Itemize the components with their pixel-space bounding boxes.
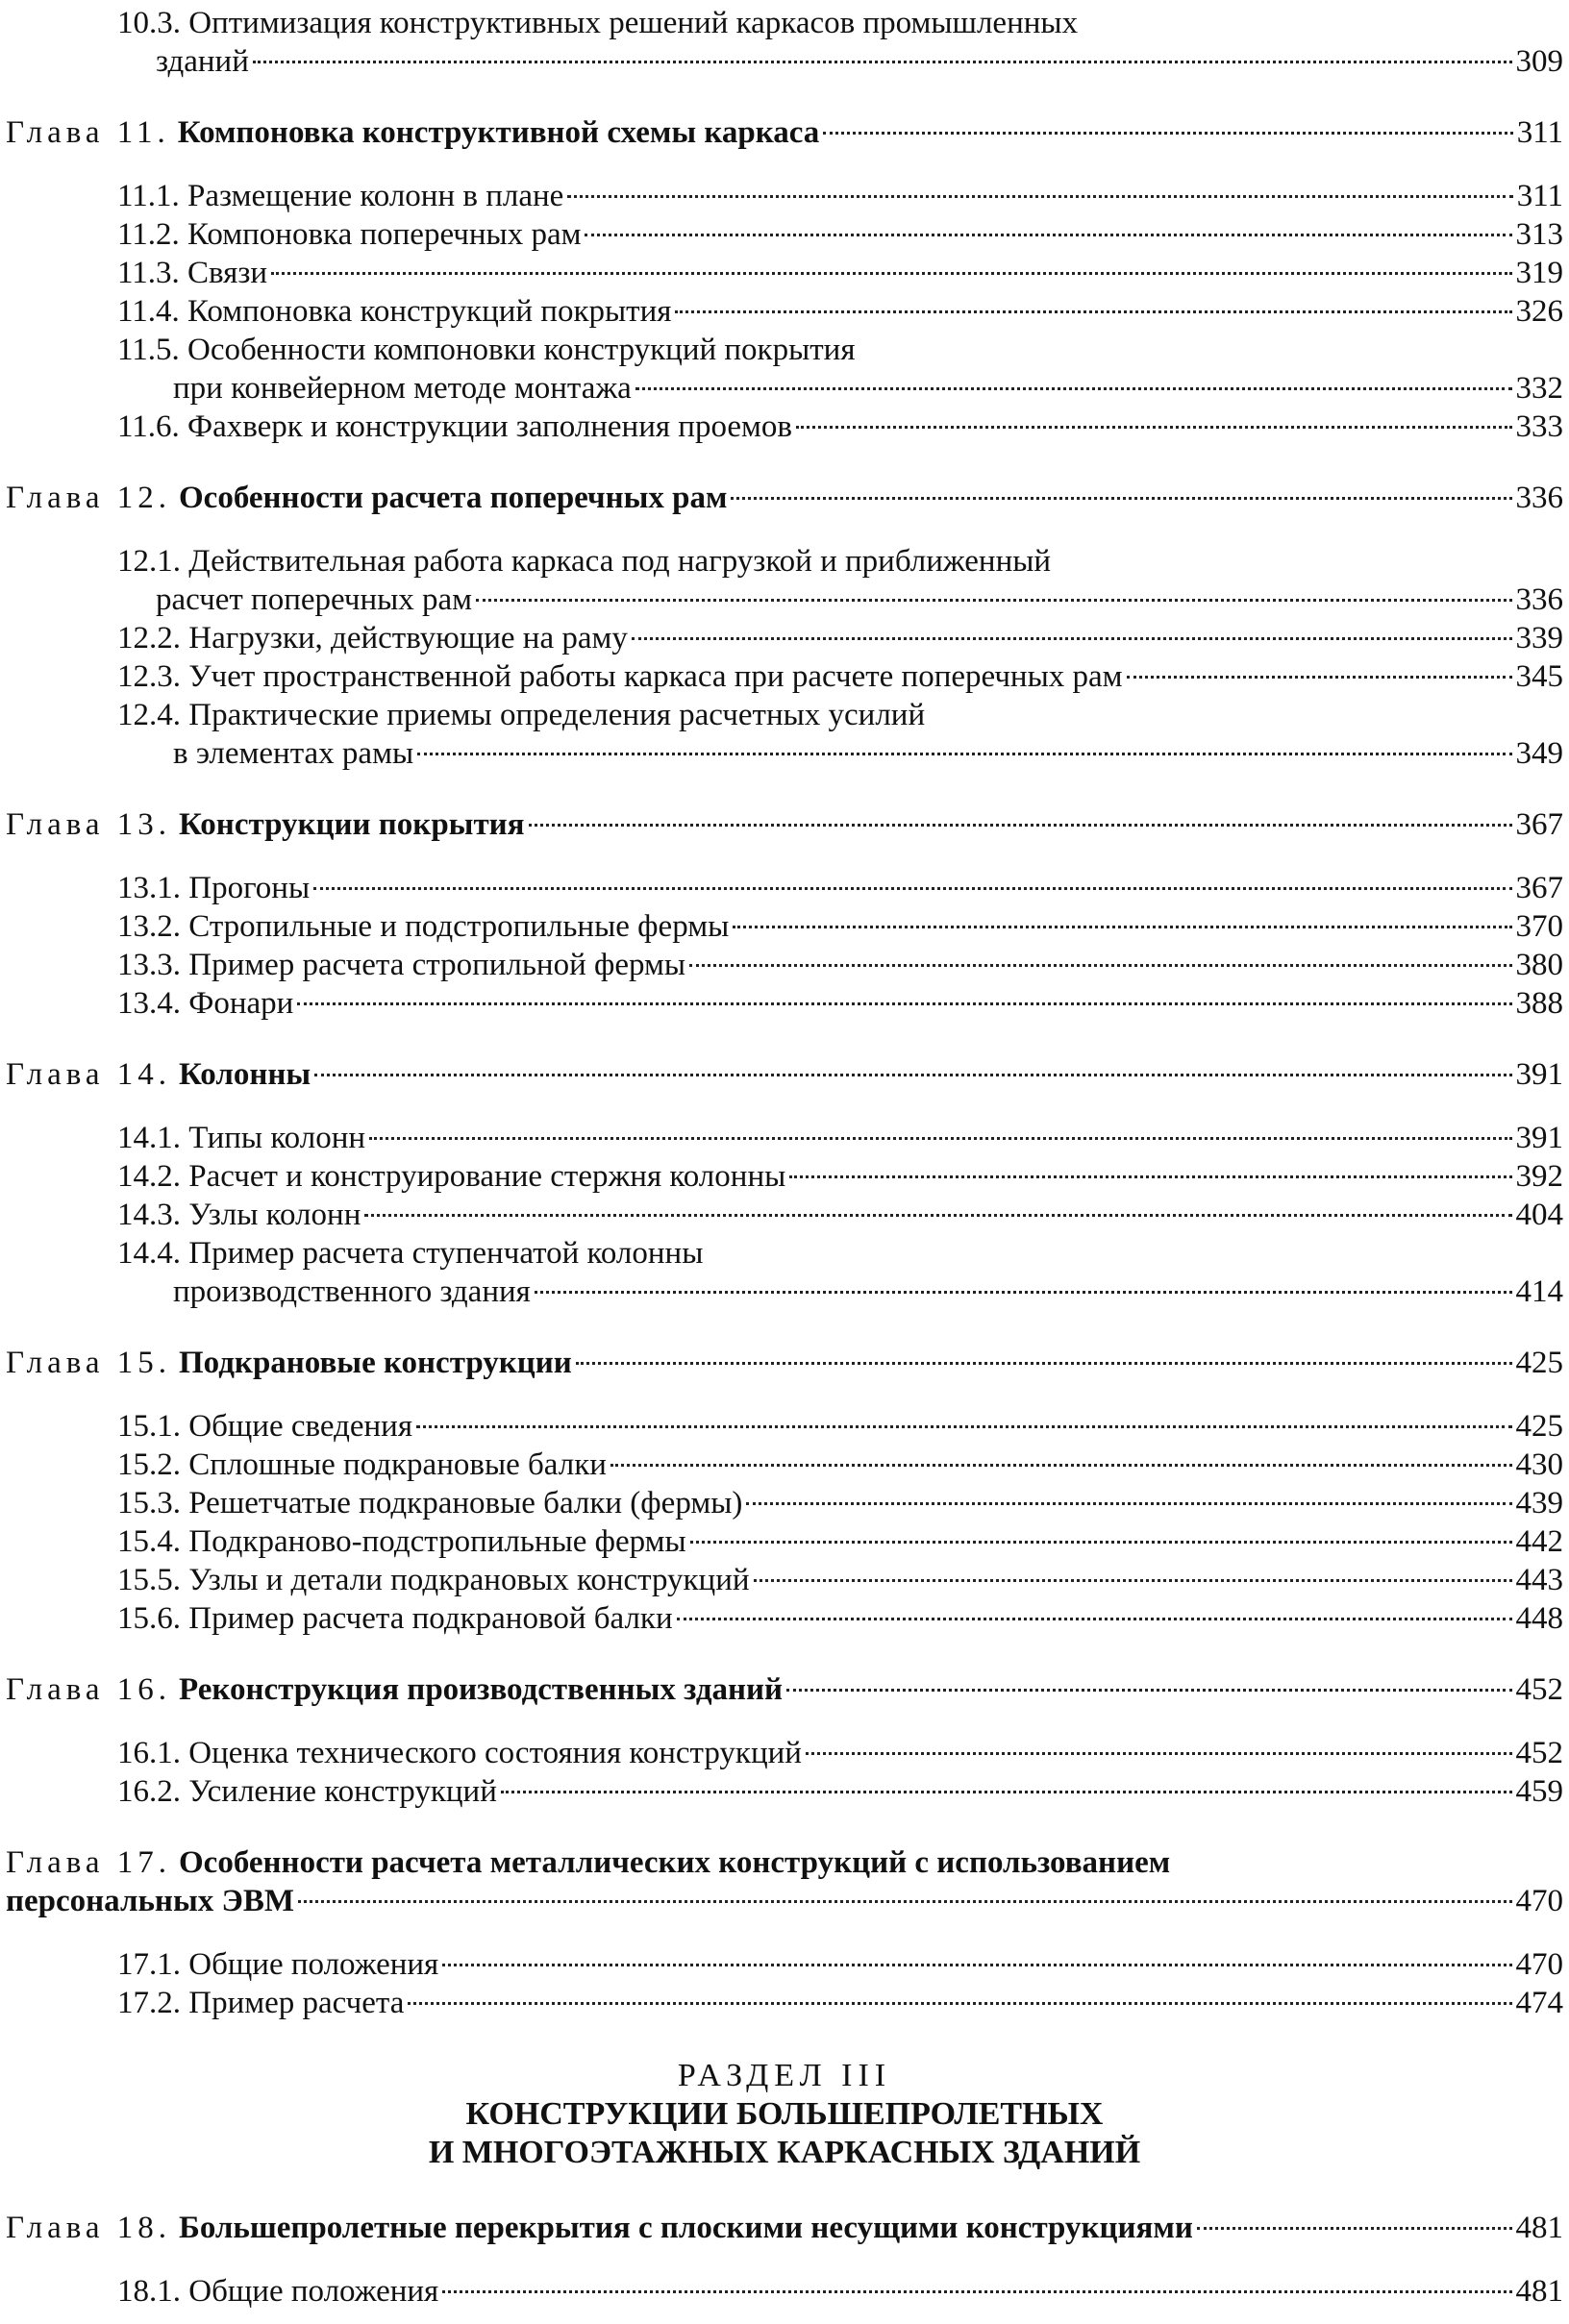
page-number: 474 (1515, 1986, 1563, 2020)
section-label: РАЗДЕЛ III (677, 2058, 892, 2093)
toc-entry-text: 15.5. Узлы и детали подкрановых конструкций (117, 1563, 750, 1597)
toc-entry-text: расчет поперечных рам (156, 582, 473, 617)
page-number: 442 (1515, 1524, 1563, 1559)
toc-entry[interactable] (173, 369, 1563, 408)
chapter-title: Конструкции покрытия (179, 807, 525, 842)
toc-entry[interactable] (117, 2272, 1563, 2311)
leader-dots (476, 599, 1511, 602)
leader-dots (610, 1464, 1512, 1467)
toc-entry-text: 17.2. Пример расчета (117, 1986, 405, 2020)
toc-entry-text: производственного здания (173, 1274, 531, 1309)
leader-dots (442, 1964, 1511, 1966)
page-number: 311 (1516, 179, 1563, 213)
chapter-entry[interactable] (6, 113, 1563, 152)
leader-dots (689, 964, 1511, 967)
leader-dots (298, 1900, 1512, 1903)
chapter-title: Особенности расчета поперечных рам (179, 481, 728, 515)
page-number: 470 (1515, 1947, 1563, 1982)
leader-dots (733, 926, 1511, 928)
leader-dots (369, 1137, 1511, 1140)
toc-entry[interactable] (117, 1407, 1563, 1446)
page-number: 367 (1515, 871, 1563, 905)
leader-dots (417, 753, 1511, 755)
leader-dots (297, 1002, 1511, 1005)
page-number: 414 (1515, 1274, 1563, 1309)
toc-entry[interactable] (117, 946, 1563, 984)
leader-dots (364, 1214, 1511, 1217)
toc-entry[interactable] (117, 1772, 1563, 1811)
leader-dots (1127, 676, 1512, 679)
toc-entry-text: 15.1. Общие сведения (117, 1409, 413, 1444)
chapter-entry[interactable] (6, 1055, 1563, 1094)
chapter-title: Колонны (179, 1057, 311, 1092)
leader-dots (535, 1291, 1512, 1294)
page-number: 448 (1515, 1601, 1563, 1636)
page-number: 311 (1516, 115, 1563, 150)
page-number: 392 (1515, 1159, 1563, 1194)
toc-entry[interactable] (117, 1484, 1563, 1522)
leader-dots (253, 61, 1512, 63)
leader-dots (313, 887, 1511, 890)
page-number: 339 (1515, 621, 1563, 655)
toc-entry-text: 11.1. Размещение колонн в плане (117, 179, 564, 213)
toc-entry[interactable] (117, 1522, 1563, 1561)
toc-entry-text: 17.1. Общие положения (117, 1947, 439, 1982)
leader-dots (416, 1425, 1511, 1428)
leader-dots (690, 1541, 1512, 1544)
chapter-title: Подкрановые конструкции (179, 1346, 572, 1380)
toc-entry[interactable] (117, 657, 1563, 696)
toc-entry[interactable] (173, 734, 1563, 773)
page-number: 430 (1515, 1447, 1563, 1482)
toc-entry[interactable] (117, 1157, 1563, 1196)
chapter-label: Глава 15. (6, 1346, 172, 1380)
toc-entry-text: в элементах рамы (173, 736, 414, 771)
toc-entry-text: 14.4. Пример расчета ступенчатой колонны (117, 1236, 704, 1271)
section-title-line1: КОНСТРУКЦИИ БОЛЬШЕПРОЛЕТНЫХ (465, 2096, 1104, 2132)
leader-dots (754, 1579, 1512, 1582)
chapter-title: Компоновка конструктивной схемы каркаса (177, 115, 820, 150)
leader-dots (314, 1074, 1511, 1076)
section-title-line2: И МНОГОЭТАЖНЫХ КАРКАСНЫХ ЗДАНИЙ (428, 2135, 1141, 2170)
leader-dots (796, 426, 1512, 429)
leader-dots (746, 1502, 1511, 1505)
toc-entry[interactable] (117, 1196, 1563, 1234)
chapter-title: персональных ЭВМ (6, 1884, 294, 1918)
toc-entry[interactable] (117, 1734, 1563, 1772)
chapter-title: Большепролетные перекрытия с плоскими несущими конструкциями (179, 2211, 1193, 2245)
toc-entry-text: при конвейерном методе монтажа (173, 371, 632, 406)
page-number: 391 (1515, 1121, 1563, 1155)
toc-entry[interactable] (117, 408, 1563, 446)
toc-entry-text: 16.1. Оценка технического состояния конструкций (117, 1736, 802, 1770)
toc-entry-text: зданий (156, 44, 249, 79)
page-number: 481 (1515, 2211, 1563, 2245)
toc-entry-text: 14.2. Расчет и конструирование стержня колонны (117, 1159, 786, 1194)
toc-entry-text: 13.3. Пример расчета стропильной фермы (117, 948, 686, 982)
toc-entry-text: 12.4. Практические приемы определения расчетных усилий (117, 698, 926, 732)
leader-dots (576, 1362, 1512, 1365)
page-number: 367 (1515, 807, 1563, 842)
chapter-label: Глава 14. (6, 1057, 172, 1092)
toc-entry[interactable] (117, 1945, 1563, 1984)
page-number: 391 (1515, 1057, 1563, 1092)
toc-entry-text: 14.3. Узлы колонн (117, 1198, 361, 1232)
toc-entry-text: 15.2. Сплошные подкрановые балки (117, 1447, 607, 1482)
chapter-entry[interactable] (6, 805, 1563, 844)
page-number: 336 (1515, 582, 1563, 617)
toc-entry[interactable] (117, 1119, 1563, 1157)
toc-entry-text: 15.3. Решетчатые подкрановые балки (фермы) (117, 1486, 743, 1520)
chapter-label: Глава 13. (6, 807, 172, 842)
page-number: 404 (1515, 1198, 1563, 1232)
page-number: 425 (1515, 1346, 1563, 1380)
chapter-entry[interactable] (6, 479, 1563, 517)
chapter-label: Глава 18. (6, 2211, 172, 2245)
toc-entry[interactable] (117, 177, 1563, 215)
toc-entry-text: 11.5. Особенности компоновки конструкций покрытия (117, 333, 856, 367)
page-number: 332 (1515, 371, 1563, 406)
toc-entry[interactable] (117, 1599, 1563, 1638)
toc-entry[interactable] (117, 869, 1563, 907)
toc-entry-text: 11.2. Компоновка поперечных рам (117, 217, 582, 252)
leader-dots (635, 387, 1512, 390)
toc-entry[interactable] (117, 1561, 1563, 1599)
toc-entry[interactable] (117, 1446, 1563, 1484)
toc-entry-text: 11.3. Связи (117, 256, 268, 290)
chapter-entry[interactable] (6, 1344, 1563, 1382)
leader-dots (271, 272, 1511, 275)
leader-dots (567, 195, 1512, 198)
chapter-title: Реконструкция производственных зданий (179, 1672, 784, 1707)
page-number: 336 (1515, 481, 1563, 515)
leader-dots (632, 637, 1512, 640)
toc-entry-text: 15.4. Подкраново-подстропильные фермы (117, 1524, 686, 1559)
page-number: 333 (1515, 409, 1563, 444)
leader-dots (1197, 2227, 1512, 2230)
page-number: 313 (1515, 217, 1563, 252)
leader-dots (675, 310, 1511, 313)
toc-entry-text: 15.6. Пример расчета подкрановой балки (117, 1601, 673, 1636)
leader-dots (789, 1175, 1511, 1178)
toc-entry[interactable] (117, 619, 1563, 657)
page-number: 345 (1515, 659, 1563, 694)
chapter-label: Глава 12. (6, 481, 172, 515)
page-number: 388 (1515, 986, 1563, 1021)
leader-dots (529, 824, 1512, 827)
page-number: 319 (1515, 256, 1563, 290)
page-number: 349 (1515, 736, 1563, 771)
toc-entry-text: 13.1. Прогоны (117, 871, 311, 905)
leader-dots (408, 2002, 1511, 2005)
chapter-entry[interactable] (6, 1882, 1563, 1920)
toc-entry[interactable] (117, 254, 1563, 292)
leader-dots (442, 2290, 1511, 2293)
page-number: 439 (1515, 1486, 1563, 1520)
toc-entry-text: 11.4. Компоновка конструкций покрытия (117, 294, 672, 329)
chapter-entry-line1 (6, 1843, 1170, 1882)
page-number: 380 (1515, 948, 1563, 982)
page-number: 370 (1515, 909, 1563, 944)
toc-entry[interactable] (156, 581, 1563, 619)
page-number: 459 (1515, 1774, 1563, 1809)
leader-dots (677, 1618, 1512, 1620)
toc-entry[interactable] (117, 907, 1563, 946)
toc-entry[interactable] (117, 292, 1563, 331)
toc-entry-text: 16.2. Усиление конструкций (117, 1774, 497, 1809)
toc-entry-text: 13.2. Стропильные и подстропильные фермы (117, 909, 730, 944)
leader-dots (806, 1752, 1512, 1755)
page-number: 326 (1515, 294, 1563, 329)
toc-entry-text: 13.4. Фонари (117, 986, 294, 1021)
page-number: 452 (1515, 1736, 1563, 1770)
toc-entry-text: 14.1. Типы колонн (117, 1121, 366, 1155)
page-number: 425 (1515, 1409, 1563, 1444)
toc-entry[interactable] (156, 42, 1563, 81)
page-number: 443 (1515, 1563, 1563, 1597)
toc-entry-text: 10.3. Оптимизация конструктивных решений каркасов промышленных (117, 6, 1079, 40)
chapter-label: Глава 16. (6, 1672, 172, 1707)
toc-entry-text: 12.1. Действительная работа каркаса под нагрузкой и приближенный (117, 544, 1052, 579)
toc-entry-text: 18.1. Общие положения (117, 2274, 439, 2309)
toc-entry-text: 11.6. Фахверк и конструкции заполнения проемов (117, 409, 792, 444)
toc-entry[interactable] (117, 984, 1563, 1023)
toc-entry[interactable] (117, 215, 1563, 254)
leader-dots (786, 1689, 1511, 1692)
chapter-entry[interactable] (6, 2209, 1563, 2247)
page-number: 470 (1515, 1884, 1563, 1918)
page-number: 452 (1515, 1672, 1563, 1707)
leader-dots (501, 1791, 1512, 1793)
leader-dots (731, 497, 1511, 500)
chapter-entry[interactable] (6, 1670, 1563, 1709)
chapter-title: Особенности расчета металлических конструкций с использованием (179, 1845, 1171, 1880)
page-number: 309 (1515, 44, 1563, 79)
toc-entry-text: 12.2. Нагрузки, действующие на раму (117, 621, 628, 655)
leader-dots (585, 234, 1511, 236)
chapter-label: Глава 11. (6, 115, 170, 150)
leader-dots (823, 132, 1512, 135)
toc-entry-text: 12.3. Учет пространственной работы каркаса при расчете поперечных рам (117, 659, 1123, 694)
page-number: 481 (1515, 2274, 1563, 2309)
chapter-label: Глава 17. (6, 1845, 172, 1880)
toc-entry[interactable] (173, 1273, 1563, 1311)
toc-entry[interactable] (117, 1984, 1563, 2022)
